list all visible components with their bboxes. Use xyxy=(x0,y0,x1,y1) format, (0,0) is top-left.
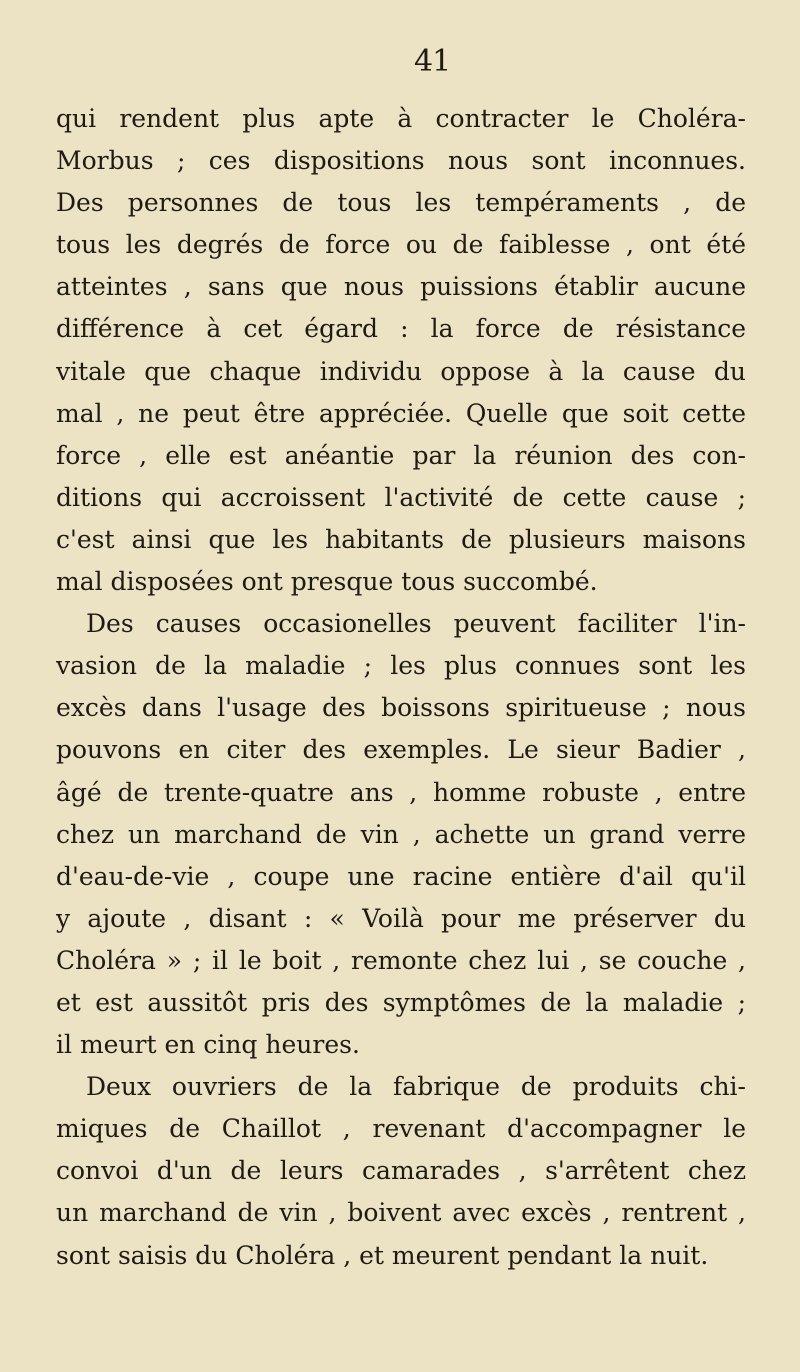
text-line: Choléra » ; il le boit , remonte chez lui , se couche , xyxy=(56,945,746,975)
text-line: pouvons en citer des exemples. Le sieur Badier , xyxy=(56,735,746,765)
text-line: et est aussitôt pris des symptômes de la maladie ; xyxy=(56,987,746,1017)
text-line: c'est ainsi que les habitants de plusieurs maisons xyxy=(56,524,746,554)
text-line: tous les degrés de force ou de faiblesse , ont été xyxy=(56,230,746,260)
text-line: atteintes , sans que nous puissions établir aucune xyxy=(56,272,746,302)
text-line: vasion de la maladie ; les plus connues sont les xyxy=(56,651,746,681)
text-line: sont saisis du Choléra , et meurent pendant la nuit. xyxy=(56,1240,709,1270)
text-line: Des personnes de tous les tempéraments , de xyxy=(56,188,746,218)
text-line: d'eau-de-vie , coupe une racine entière d'ail qu'il xyxy=(56,861,746,891)
page-number: 41 xyxy=(414,44,451,79)
paragraph-start-line: Deux ouvriers de la fabrique de produits chi- xyxy=(86,1072,746,1102)
text-line: il meurt en cinq heures. xyxy=(56,1030,360,1060)
text-line: mal disposées ont presque tous succombé. xyxy=(56,567,598,597)
text-line: Morbus ; ces dispositions nous sont inconnues. xyxy=(56,146,746,176)
text-line: un marchand de vin , boivent avec excès , rentrent , xyxy=(56,1198,746,1228)
paragraph-start-line: Des causes occasionelles peuvent faciliter l'in- xyxy=(86,609,746,639)
text-line: excès dans l'usage des boissons spiritueuse ; nous xyxy=(56,693,746,723)
text-line: âgé de trente-quatre ans , homme robuste , entre xyxy=(56,777,746,807)
text-line: miques de Chaillot , revenant d'accompagner le xyxy=(56,1114,746,1144)
text-line: chez un marchand de vin , achette un grand verre xyxy=(56,819,746,849)
text-line: vitale que chaque individu oppose à la cause du xyxy=(56,356,746,386)
body-text xyxy=(56,98,746,1277)
text-line: qui rendent plus apte à contracter le Choléra- xyxy=(56,104,746,133)
text-line: ditions qui accroissent l'activité de cette cause ; xyxy=(56,482,746,512)
text-line: différence à cet égard : la force de résistance xyxy=(56,314,746,344)
text-line: force , elle est anéantie par la réunion des con- xyxy=(56,440,746,470)
text-line: convoi d'un de leurs camarades , s'arrêtent chez xyxy=(56,1156,746,1186)
text-line: y ajoute , disant : « Voilà pour me préserver du xyxy=(56,903,746,933)
text-line: mal , ne peut être appréciée. Quelle que soit cette xyxy=(56,398,746,428)
